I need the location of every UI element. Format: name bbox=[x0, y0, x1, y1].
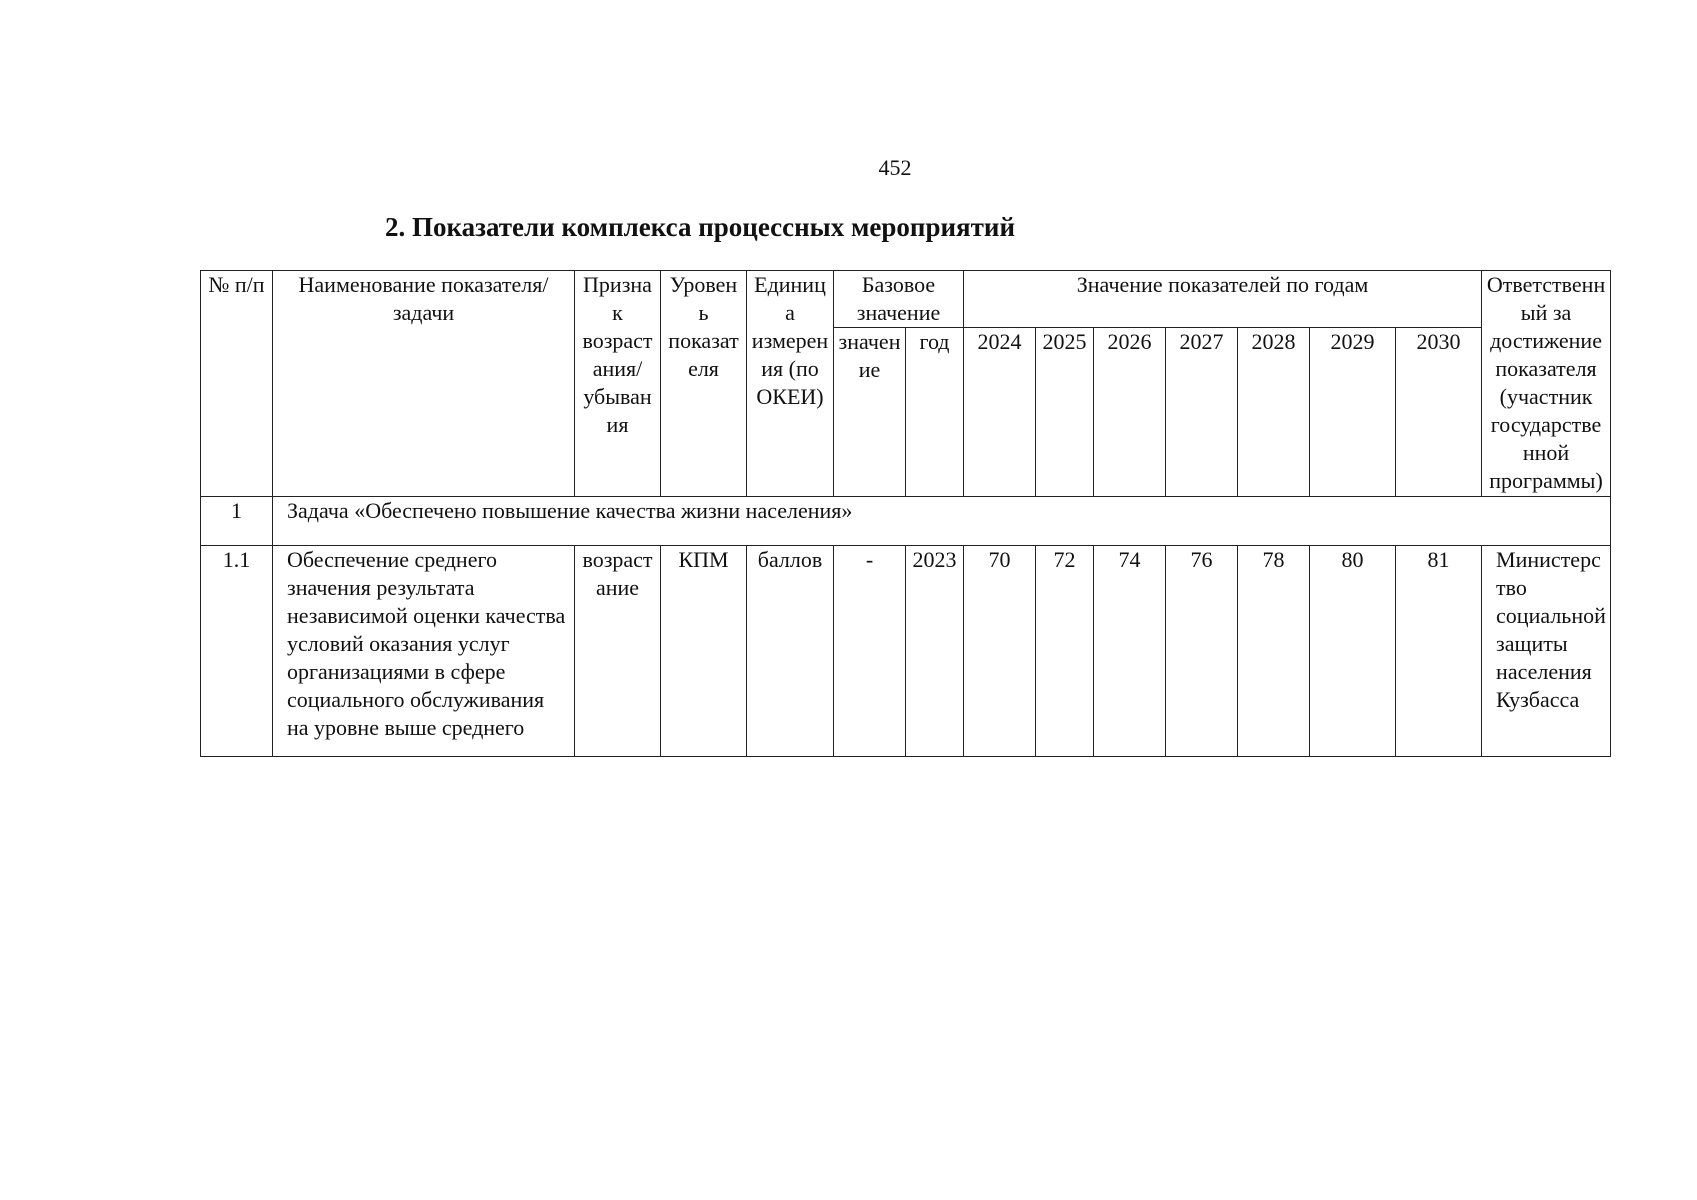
header-year: 2024 bbox=[964, 328, 1036, 497]
header-level: Уровень показателя bbox=[661, 271, 747, 497]
row-value: 74 bbox=[1094, 546, 1166, 757]
header-responsible: Ответственный за достижение показателя (участник государственной программы) bbox=[1482, 271, 1611, 497]
row-num: 1.1 bbox=[201, 546, 273, 757]
header-name: Наименование показателя/задачи bbox=[273, 271, 575, 497]
indicators-table bbox=[200, 270, 1611, 757]
row-value: 76 bbox=[1166, 546, 1238, 757]
row-value: 80 bbox=[1310, 546, 1396, 757]
header-base: Базовое значение bbox=[834, 271, 964, 328]
row-value: 72 bbox=[1036, 546, 1094, 757]
page-number: 452 bbox=[878, 155, 912, 180]
header-year: 2027 bbox=[1166, 328, 1238, 497]
row-level: КПМ bbox=[661, 546, 747, 757]
task-text: Задача «Обеспечено повышение качества жизни населения» bbox=[273, 497, 1611, 546]
row-base-year: 2023 bbox=[906, 546, 964, 757]
task-num: 1 bbox=[201, 497, 273, 546]
table-row bbox=[201, 546, 1611, 757]
header-year: 2028 bbox=[1238, 328, 1310, 497]
row-value: 78 bbox=[1238, 546, 1310, 757]
row-unit: баллов bbox=[747, 546, 834, 757]
header-base-value: значение bbox=[834, 328, 906, 497]
header-year: 2025 bbox=[1036, 328, 1094, 497]
header-year: 2029 bbox=[1310, 328, 1396, 497]
header-year: 2026 bbox=[1094, 328, 1166, 497]
row-value: 81 bbox=[1396, 546, 1482, 757]
header-values-by-year: Значение показателей по годам bbox=[964, 271, 1482, 328]
section-title: 2. Показатели комплекса процессных мероприятий bbox=[384, 212, 1016, 242]
header-sign: Признак возрастания/ убывания bbox=[575, 271, 661, 497]
row-value: 70 bbox=[964, 546, 1036, 757]
header-year: 2030 bbox=[1396, 328, 1482, 497]
row-sign: возрастание bbox=[575, 546, 661, 757]
header-num: № п/п bbox=[201, 271, 273, 497]
task-row bbox=[201, 497, 1611, 546]
header-base-year: год bbox=[906, 328, 964, 497]
row-name: Обеспечение среднего значения результата независимой оценки качества условий оказания услуг организациями в сфере социального обслуживания на уровне выше среднего bbox=[273, 546, 575, 757]
header-row-top bbox=[201, 271, 1611, 328]
header-unit: Единица измерения (по ОКЕИ) bbox=[747, 271, 834, 497]
row-base-value: - bbox=[834, 546, 906, 757]
row-responsible: Министерство социальной защиты населения Кузбасса bbox=[1482, 546, 1611, 757]
